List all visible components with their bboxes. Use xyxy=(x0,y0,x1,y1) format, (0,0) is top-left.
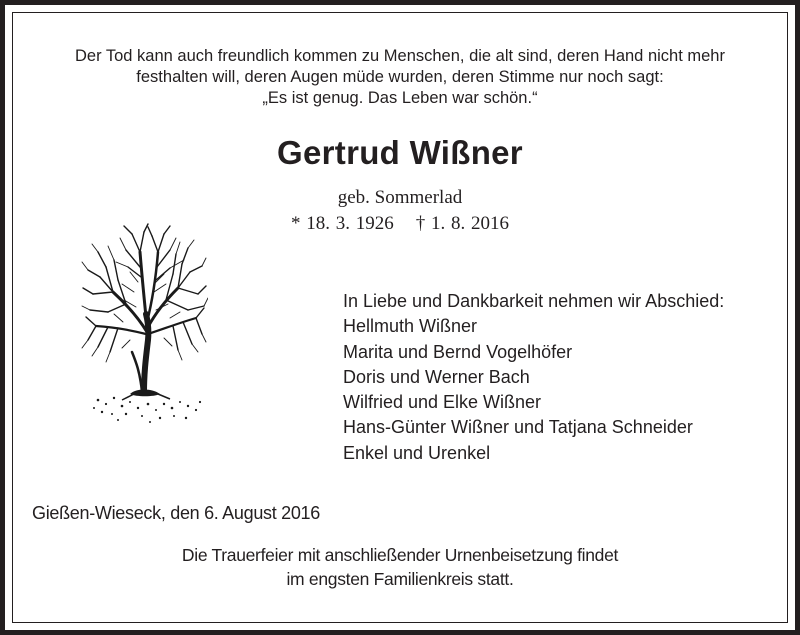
death-date: † 1. 8. 2016 xyxy=(415,213,509,234)
mourner-name: Hellmuth Wißner xyxy=(343,316,478,337)
funeral-service-info xyxy=(0,543,800,591)
service-line: im engsten Familienkreis statt. xyxy=(286,569,514,589)
mourner-name: Hans-Günter Wißner und Tatjana Schneider xyxy=(343,417,693,438)
tree-icon xyxy=(78,222,208,427)
mourner-name: Doris und Werner Bach xyxy=(343,366,530,387)
birth-name: geb. Sommerlad xyxy=(337,187,463,208)
place-and-date: Gießen-Wieseck, den 6. August 2016 xyxy=(32,503,320,523)
mourner-name: Wilfried und Elke Wißner xyxy=(343,392,542,413)
mourners-intro: In Liebe und Dankbarkeit nehmen wir Abschied: xyxy=(343,291,725,311)
motto-line: festhalten will, deren Augen müde wurden, deren Stimme nur noch sagt: xyxy=(136,68,664,86)
mourner-name: Enkel und Urenkel xyxy=(343,442,491,463)
motto-line: Der Tod kann auch freundlich kommen zu Menschen, die alt sind, deren Hand nicht mehr xyxy=(75,47,725,65)
mourners-list xyxy=(343,289,724,466)
motto-line: „Es ist genug. Das Leben war schön.“ xyxy=(262,89,538,107)
motto-quote xyxy=(0,46,800,109)
birth-date: * 18. 3. 1926 xyxy=(291,213,394,234)
deceased-name: Gertrud Wißner xyxy=(277,134,523,171)
service-line: Die Trauerfeier mit anschließender Urnenbeisetzung findet xyxy=(181,545,619,565)
mourner-name: Marita und Bernd Vogelhöfer xyxy=(343,341,573,362)
